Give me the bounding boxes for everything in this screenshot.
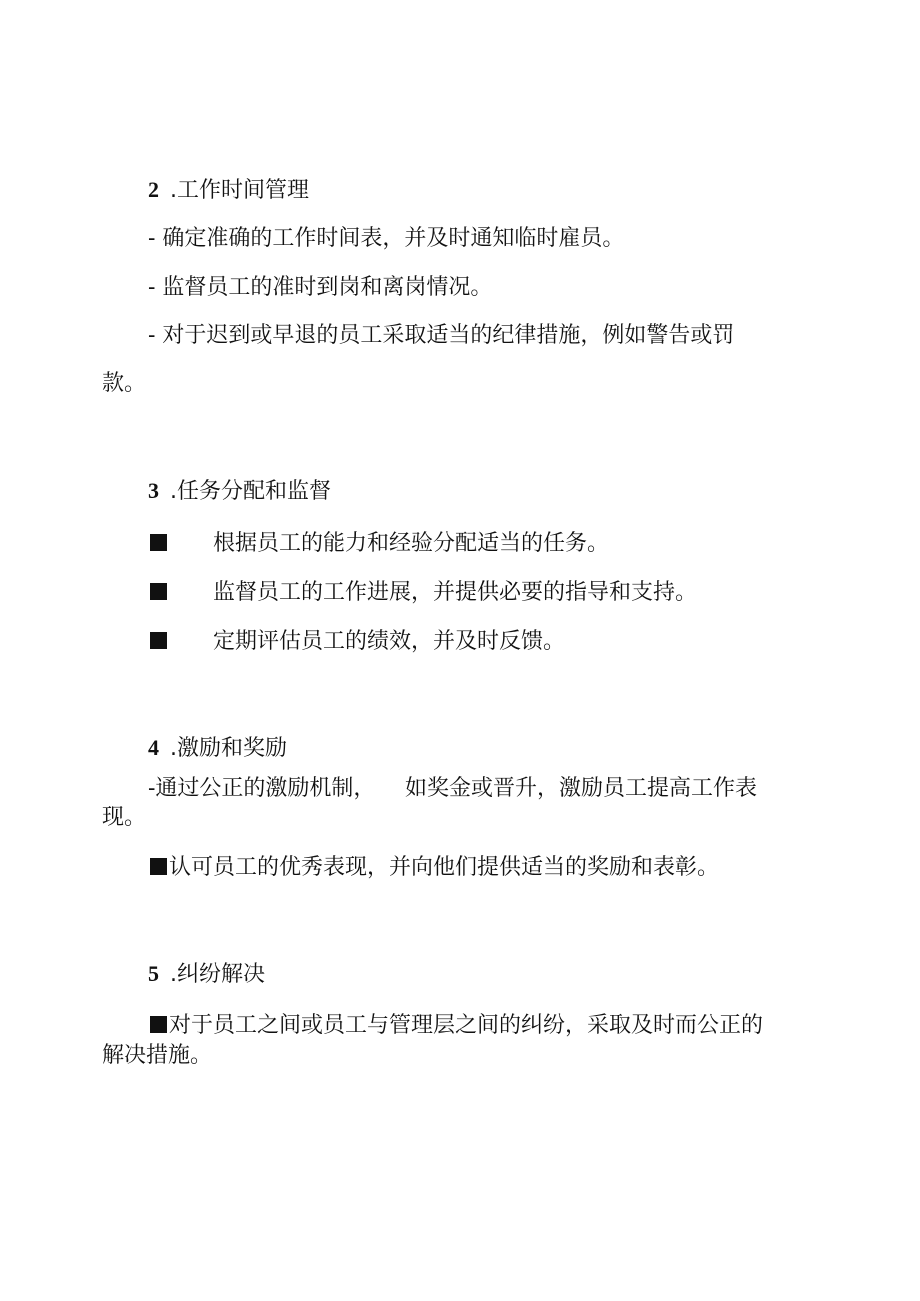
paragraph-line: 现。 <box>102 805 147 830</box>
paragraph-line: 款。 <box>102 371 147 396</box>
square-bullet-icon <box>150 632 167 649</box>
list-item <box>150 1011 763 1041</box>
list-item-text: 监督员工的工作进展，并提供必要的指导和支持。 <box>213 580 698 605</box>
section-title: .纠纷解决 <box>170 962 265 987</box>
list-item-text: 根据员工的能力和经验分配适当的任务。 <box>213 531 610 556</box>
square-bullet-icon <box>150 858 167 875</box>
section-heading <box>148 960 265 989</box>
paragraph-line: -通过公正的激励机制， <box>148 776 376 801</box>
paragraph-line: 如奖金或晋升，激励员工提高工作表 <box>405 776 758 801</box>
list-item-text: 定期评估员工的绩效，并及时反馈。 <box>213 629 566 654</box>
paragraph-line: - 对于迟到或早退的员工采取适当的纪律措施，例如警告或罚 <box>148 323 735 348</box>
section-heading <box>148 734 287 763</box>
list-item-text: 对于员工之间或员工与管理层之间的纠纷，采取及时而公正的 <box>169 1013 764 1038</box>
list-item <box>150 627 565 657</box>
square-bullet-icon <box>150 1016 167 1033</box>
section-heading <box>148 176 309 205</box>
section-title: .工作时间管理 <box>170 178 309 203</box>
paragraph-line: 解决措施。 <box>102 1043 213 1068</box>
list-item <box>150 529 609 559</box>
section-number: 5 <box>148 961 159 986</box>
list-item <box>150 578 697 608</box>
section-heading <box>148 477 331 506</box>
square-bullet-icon <box>150 583 167 600</box>
section-number: 4 <box>148 735 159 760</box>
section-title: .激励和奖励 <box>170 736 287 761</box>
list-item-text: 认可员工的优秀表现，并向他们提供适当的奖励和表彰。 <box>169 855 720 880</box>
section-title: .任务分配和监督 <box>170 479 331 504</box>
list-item <box>150 853 719 883</box>
square-bullet-icon <box>150 534 167 551</box>
paragraph-line: - 监督员工的准时到岗和离岗情况。 <box>148 275 493 300</box>
section-number: 3 <box>148 478 159 503</box>
paragraph-line: - 确定准确的工作时间表，并及时通知临时雇员。 <box>148 226 625 251</box>
section-number: 2 <box>148 177 159 202</box>
